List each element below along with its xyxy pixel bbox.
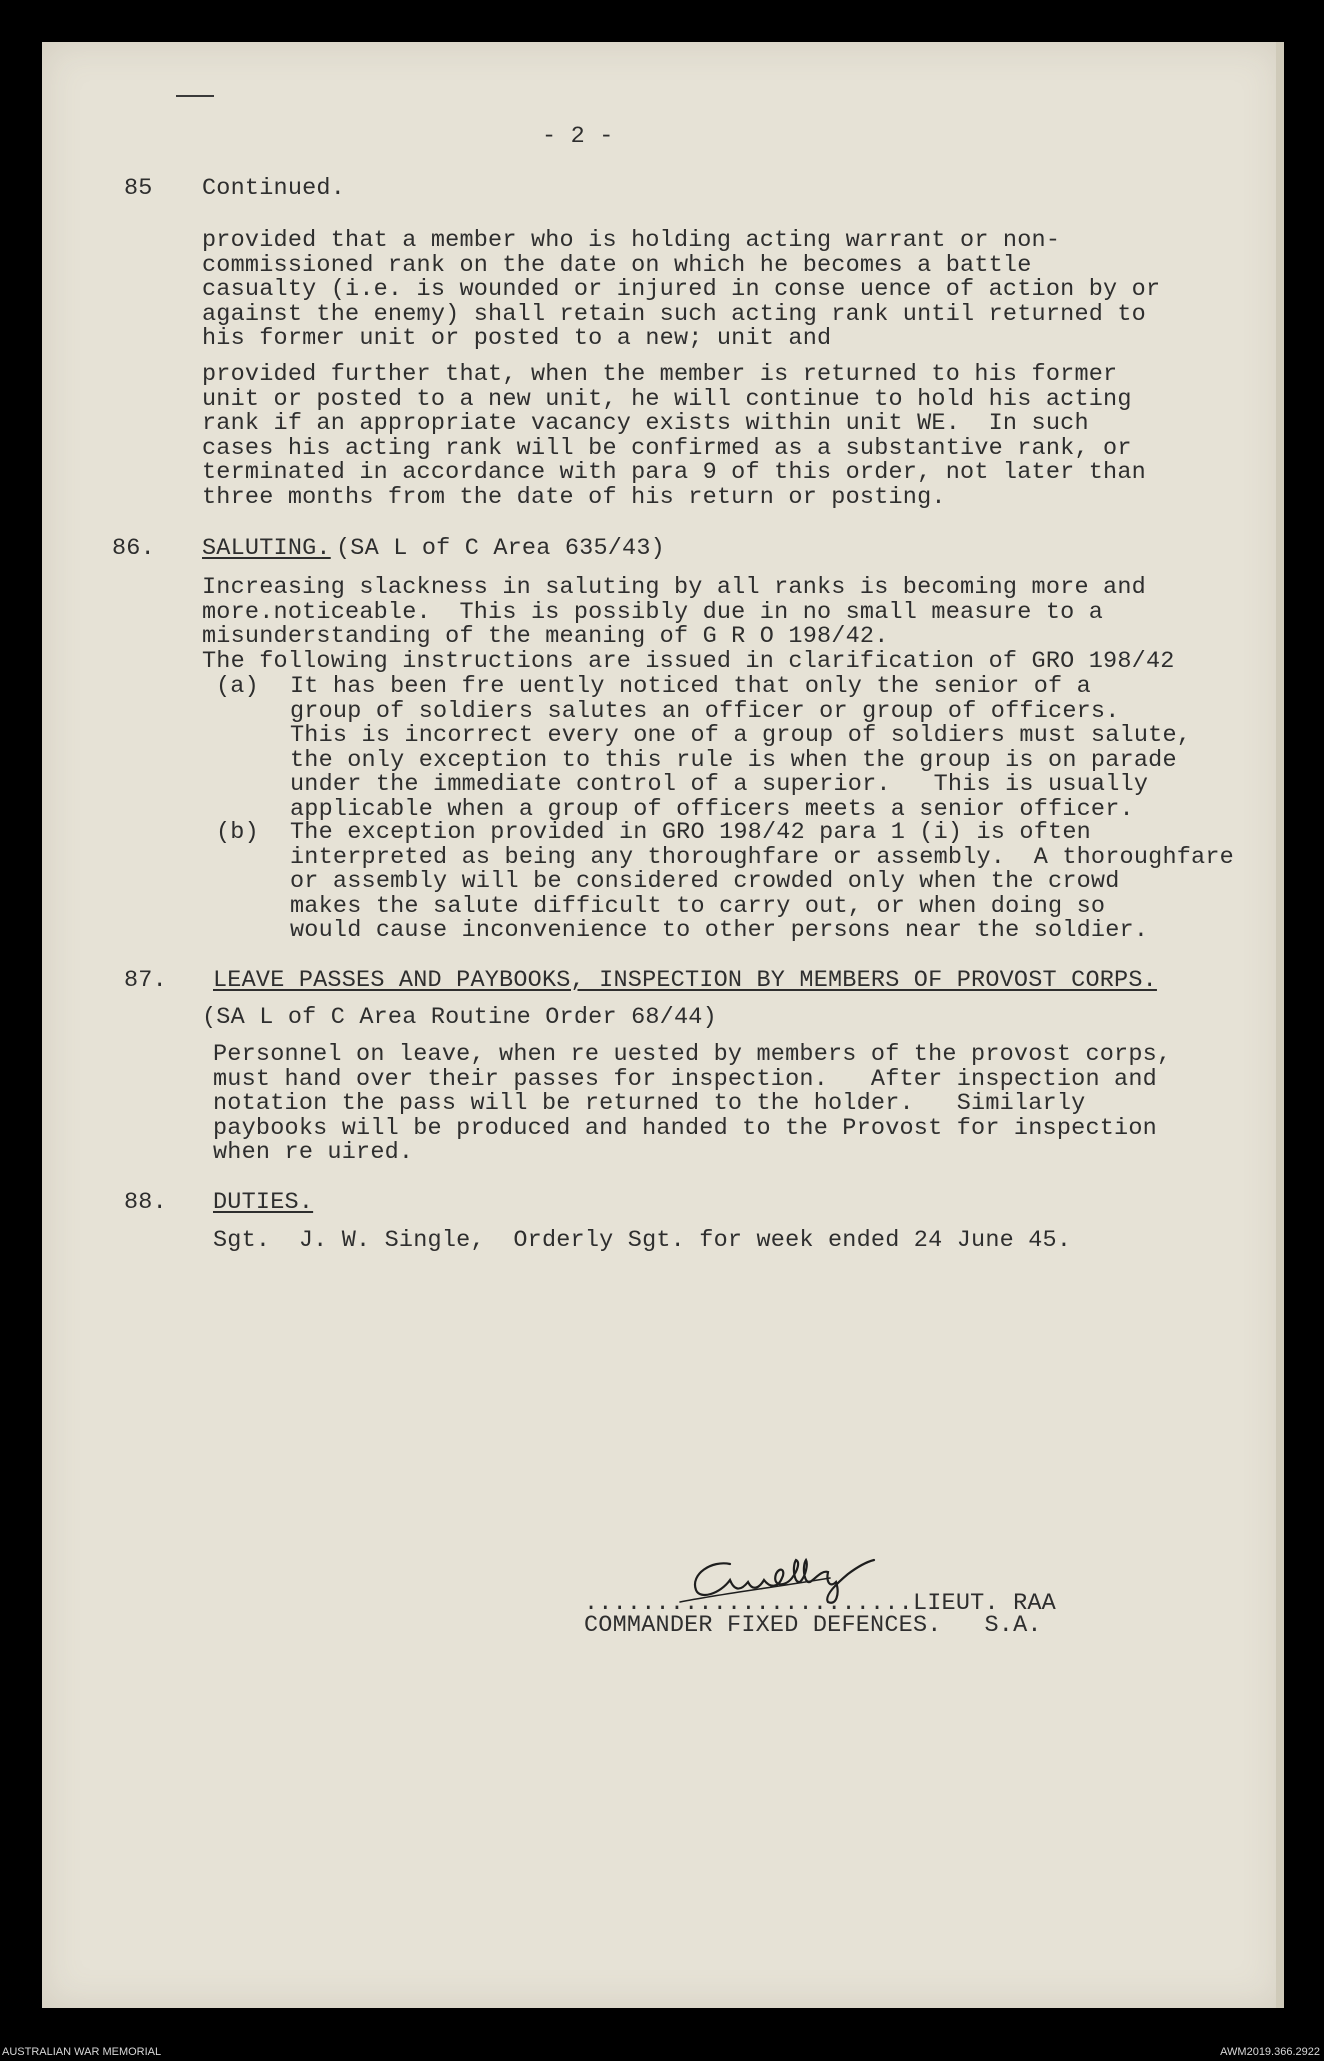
- text-line: more.noticeable. This is possibly due in no small measure to a: [202, 598, 1104, 626]
- section-86-number: 86.: [112, 535, 155, 562]
- text-line: makes the salute difficult to carry out, or when doing so: [290, 892, 1106, 920]
- page-edge: [1276, 42, 1284, 2008]
- signature-line-title: COMMANDER FIXED DEFENCES. S.A.: [584, 1612, 1042, 1639]
- text-line: applicable when a group of officers meets a senior officer.: [290, 795, 1134, 823]
- text-line: commissioned rank on the date on which he becomes a battle: [202, 251, 1032, 279]
- text-line: three months from the date of his return or posting.: [202, 483, 946, 511]
- text-line: Increasing slackness in saluting by all ranks is becoming more and: [202, 574, 1146, 601]
- text-line: terminated in accordance with para 9 of this order, not later than: [202, 459, 1146, 486]
- text-line: must hand over their passes for inspection. After inspection and: [213, 1065, 1157, 1093]
- item-a-label: (a): [216, 673, 259, 700]
- text-line: provided further that, when the member is returned to his former: [202, 361, 1118, 388]
- text-line: his former unit or posted to a new; unit and: [202, 325, 832, 352]
- section-87-title: LEAVE PASSES AND PAYBOOKS, INSPECTION BY MEMBERS OF PROVOST CORPS.: [213, 967, 1157, 994]
- signature-line-rank: .......................LIEUT. RAA: [584, 1590, 1056, 1617]
- section-85-number: 85: [124, 175, 153, 202]
- text-line: casualty (i.e. is wounded or injured in conse uence of action by or: [202, 276, 1161, 303]
- section-87-number: 87.: [124, 967, 167, 994]
- section-86-reference: (SA L of C Area 635/43): [336, 535, 665, 562]
- text-line: against the enemy) shall retain such acting rank until returned to: [202, 300, 1146, 328]
- text-line: The exception provided in GRO 198/42 para 1 (i) is often: [290, 819, 1091, 846]
- text-line: This is incorrect every one of a group of soldiers must salute,: [290, 722, 1192, 749]
- text-line: interpreted as being any thoroughfare or assembly. A thoroughfare: [290, 843, 1234, 871]
- section-87-reference: (SA L of C Area Routine Order 68/44): [202, 1004, 717, 1031]
- text-line: the only exception to this rule is when the group is on parade: [290, 746, 1177, 774]
- text-line: The following instructions are issued in clarification of GRO 198/42: [202, 647, 1175, 675]
- section-86-title: SALUTING.: [202, 535, 331, 562]
- text-line: or assembly will be considered crowded only when the crowd: [290, 868, 1120, 895]
- text-line: misunderstanding of the meaning of G R O 198/42.: [202, 623, 889, 650]
- text-line: rank if an appropriate vacancy exists within unit WE. In such: [202, 410, 1089, 437]
- text-line: provided that a member who is holding acting warrant or non-: [202, 227, 1061, 254]
- section-88-title: DUTIES.: [213, 1189, 314, 1216]
- page-number: - 2 -: [542, 123, 614, 150]
- text-line: notation the pass will be returned to the holder. Similarly: [213, 1090, 1086, 1117]
- text-line: group of soldiers salutes an officer or group of officers.: [290, 697, 1120, 725]
- text-line: paybooks will be produced and handed to the Provost for inspection: [213, 1114, 1157, 1142]
- footer-institution: AUSTRALIAN WAR MEMORIAL: [2, 2046, 162, 2058]
- text-line: Personnel on leave, when re uested by members of the provost corps,: [213, 1041, 1172, 1068]
- item-b-label: (b): [216, 819, 259, 846]
- text-line: cases his acting rank will be confirmed as a substantive rank, or: [202, 434, 1132, 462]
- section-85-title: Continued.: [202, 175, 346, 202]
- text-line: when re uired.: [213, 1139, 414, 1166]
- text-line: would cause inconvenience to other persons near the soldier.: [290, 917, 1149, 944]
- text-line: It has been fre uently noticed that only the senior of a: [290, 673, 1091, 700]
- text-line: under the immediate control of a superior. This is usually: [290, 771, 1149, 798]
- footer-accession-number: AWM2019.366.2922: [1220, 2046, 1320, 2058]
- stray-mark: [176, 95, 214, 97]
- section-88-body: Sgt. J. W. Single, Orderly Sgt. for week ended 24 June 45.: [213, 1227, 1072, 1254]
- section-88-number: 88.: [124, 1189, 167, 1216]
- text-line: unit or posted to a new unit, he will continue to hold his acting: [202, 385, 1132, 413]
